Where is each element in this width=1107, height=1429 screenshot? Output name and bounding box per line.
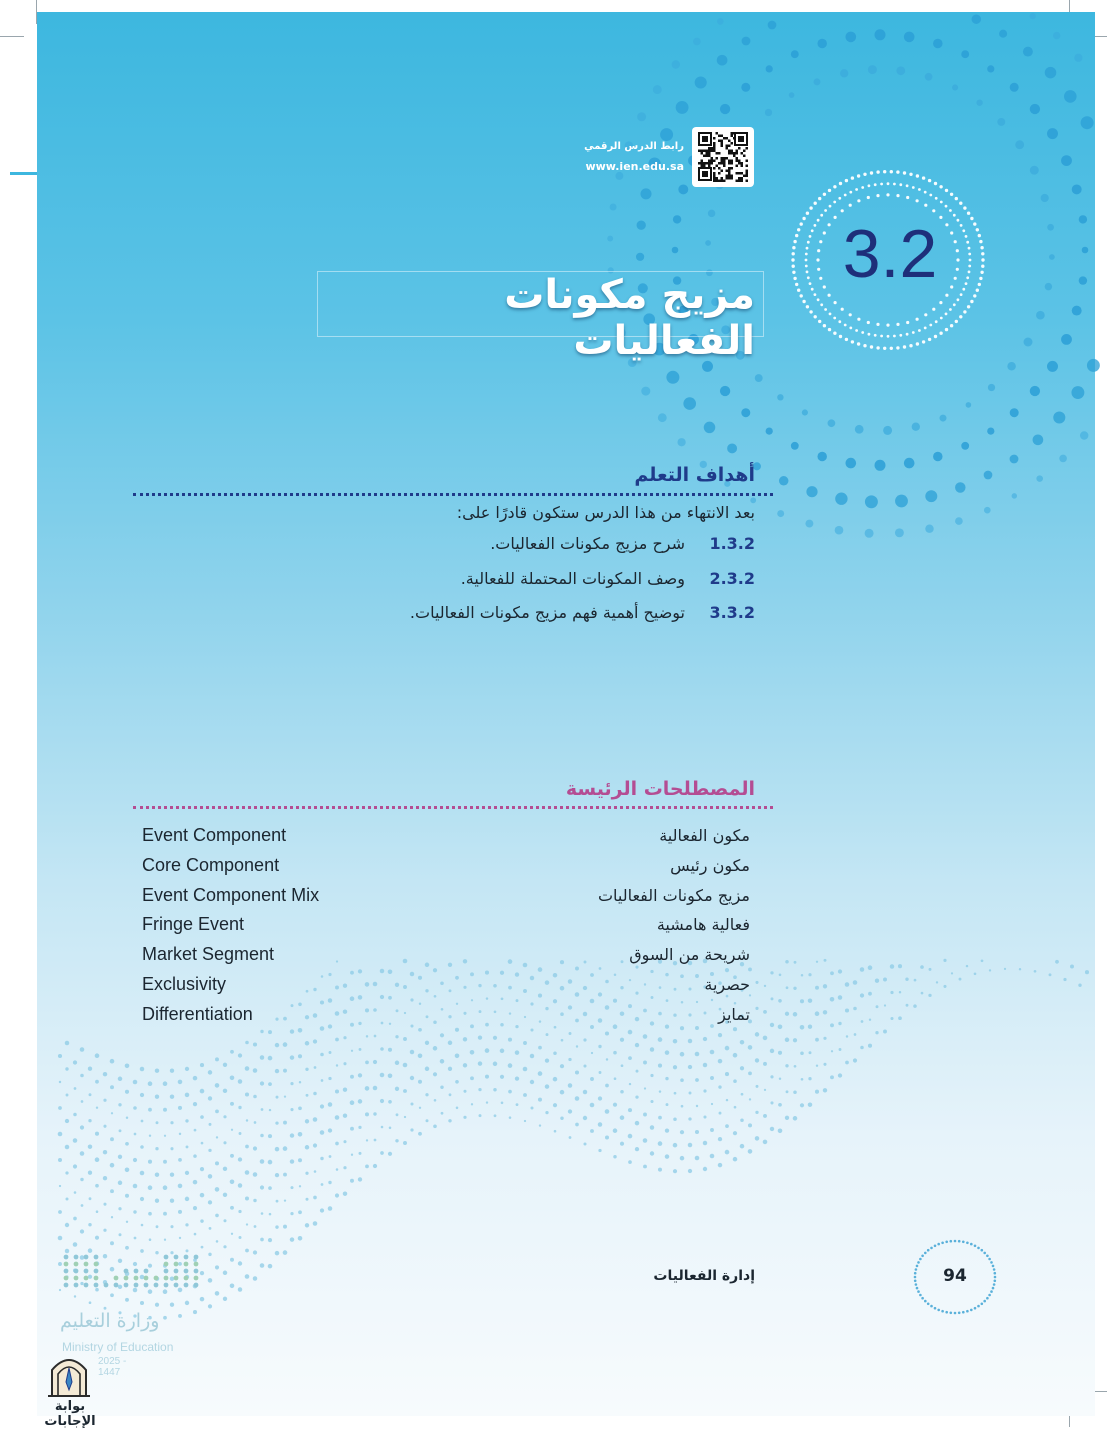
term-arabic: شريحة من السوق (629, 945, 750, 965)
term-english: Exclusivity (142, 973, 227, 994)
watermark-mosque-icon (46, 1348, 92, 1398)
page-title: مزيج مكونات الفعاليات (504, 272, 755, 364)
list-item (142, 974, 750, 1004)
term-arabic: مكون الفعالية (659, 826, 750, 845)
term-arabic: فعالية هامشية (656, 915, 750, 935)
term-english: Core Component (142, 854, 280, 875)
term-english: Differentiation (142, 1003, 253, 1024)
objective-number: 1.3.2 (709, 534, 755, 553)
objectives-intro: بعد الانتهاء من هذا الدرس ستكون قادرًا على: (456, 503, 755, 522)
page-number: 94 (943, 1266, 967, 1286)
term-arabic: حصرية (704, 974, 750, 994)
list-item (142, 914, 750, 944)
list-item (255, 534, 755, 569)
terms-list (142, 825, 750, 1034)
term-english: Market Segment (142, 944, 275, 965)
list-item (255, 603, 755, 638)
ministry-year: 2025 - 1447 (98, 1356, 127, 1378)
term-english: Event Component Mix (142, 884, 320, 905)
objective-number: 2.3.2 (709, 568, 755, 588)
terms-heading: المصطلحات الرئيسة (565, 778, 755, 800)
term-arabic: مكون رئيس (670, 855, 750, 875)
term-english: Event Component (142, 825, 287, 845)
objective-text: شرح مزيج مكونات الفعاليات. (490, 534, 685, 553)
list-item (142, 825, 750, 855)
list-item (142, 885, 750, 915)
list-item (142, 1004, 750, 1034)
objectives-divider (133, 493, 773, 496)
qr-code-icon[interactable] (692, 127, 754, 187)
term-english: Fringe Event (142, 914, 245, 935)
ministry-name-english: Ministry of Education (62, 1340, 174, 1354)
term-arabic: تمايز (718, 1004, 750, 1024)
list-item (142, 855, 750, 885)
objective-text: وصف المكونات المحتملة للفعالية. (460, 568, 685, 588)
objectives-heading: أهداف التعلم (634, 464, 755, 486)
watermark-text: بوابة الإجابات (44, 1399, 96, 1429)
ministry-logo-icon (60, 1252, 200, 1292)
lesson-number: 3.2 (842, 216, 938, 292)
list-item (255, 569, 755, 604)
objective-number: 3.3.2 (709, 603, 755, 622)
terms-divider (133, 806, 773, 809)
term-arabic: مزيج مكونات الفعاليات (597, 885, 750, 905)
objective-text: توضيح أهمية فهم مزيج مكونات الفعاليات. (409, 603, 685, 622)
book-title: إدارة الفعاليات (653, 1268, 755, 1284)
list-item (142, 944, 750, 974)
ministry-name-arabic: وزارة التعليم (60, 1310, 160, 1332)
qr-url-link[interactable]: www.ien.edu.sa (585, 160, 684, 173)
qr-caption: رابط الدرس الرقمي (584, 141, 684, 152)
objectives-list (255, 534, 755, 638)
